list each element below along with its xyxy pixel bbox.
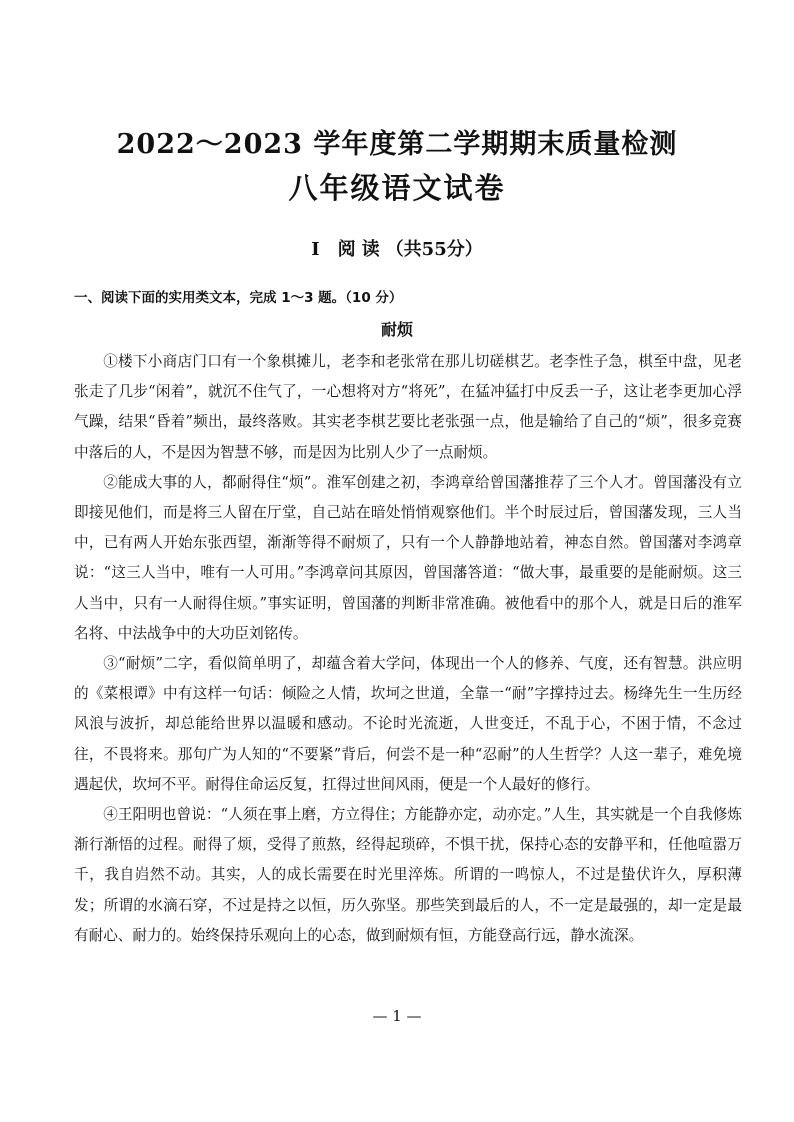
question-instruction: 一、阅读下面的实用类文本，完成 1～3 题。（10 分）	[74, 290, 403, 306]
article-body	[74, 347, 742, 951]
section-score: （共55分）	[385, 239, 483, 260]
section-heading	[0, 237, 794, 263]
article-paragraph: ③“耐烦”二字，看似简单明了，却蕴含着大学问，体现出一个人的修养、气度，还有智慧。洪应明的《菜根谭》中有这样一句话：倾险之人情，坎坷之世道，全靠一“耐”字撑持过去。杨绛先生一生历经风浪与波折，却总能给世界以温暖和感动。不论时光流逝，人世变迁，不乱于心，不困于情，不念过往，不畏将来。那句广为人知的“不要紧”背后，何尝不是一种“忍耐”的人生哲学？人这一辈子，难免境遇起伏，坎坷不平。耐得住命运反复，扛得过世间风雨，便是一个人最好的修行。	[74, 655, 742, 793]
exam-title: 2022～2023 学年度第二学期期末质量检测	[116, 129, 678, 160]
article-paragraph: ④王阳明也曾说：“人须在事上磨，方立得住；方能静亦定，动亦定。”人生，其实就是一个自我修炼渐行渐悟的过程。耐得了烦，受得了煎熬，经得起琐碎，不惧干扰，保持心态的安静平和，任他喧嚣万千，我自岿然不动。其实，人的成长需要在时光里淬炼。所谓的一鸣惊人，不过是蛰伏许久，厚积薄发；所谓的水滴石穿，不过是持之以恒，历久弥坚。那些笑到最后的人，不一定是最强的，却一定是最有耐心、耐力的。始终保持乐观向上的心态，做到耐烦有恒，方能登高行远，静水流深。	[74, 806, 742, 944]
section-name: 阅读	[337, 239, 386, 260]
section-numeral: Ⅰ	[311, 239, 320, 260]
article-paragraph: ②能成大事的人，都耐得住“烦”。淮军创建之初，李鸿章给曾国藩推荐了三个人才。曾国藩没有立即接见他们，而是将三人留在厅堂，自己站在暗处悄悄观察他们。半个时辰过后，曾国藩发现，三人当中，已有两人开始东张西望，渐渐等得不耐烦了，只有一个人静静地站着，神态自然。曾国藩对李鸿章说：“这三人当中，唯有一人可用。”李鸿章问其原因，曾国藩答道：“做大事，最重要的是能耐烦。这三人当中，只有一人耐得住烦。”事实证明，曾国藩的判断非常准确。被他看中的那个人，就是日后的淮军名将、中法战争中的大功臣刘铭传。	[74, 473, 742, 642]
exam-subtitle: 八年级语文试卷	[288, 171, 506, 205]
article-paragraph: ①楼下小商店门口有一个象棋摊儿，老李和老张常在那儿切磋棋艺。老李性子急，棋至中盘，见老张走了几步“闲着”，就沉不住气了，一心想将对方“将死”，在猛冲猛打中反丢一子，这让老李更加心浮气躁，结果“昏着”频出，最终落败。其实老李棋艺要比老张强一点，他是输给了自己的“烦”，很多竞赛中落后的人，不是因为智慧不够，而是因为比别人少了一点耐烦。	[74, 353, 742, 461]
article-title: 耐烦	[380, 320, 413, 339]
page-number: — 1 —	[372, 1007, 422, 1025]
